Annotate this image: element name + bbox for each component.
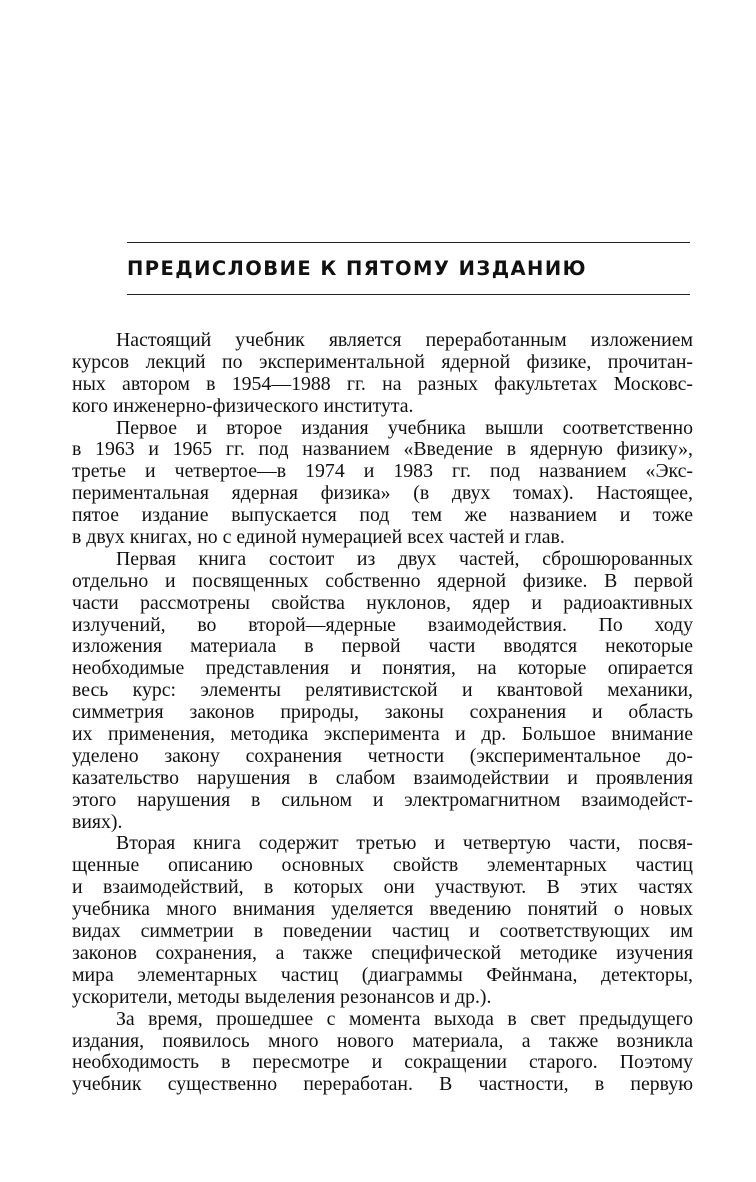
text-line: казательство нарушения в слабом взаимодействии и проявления [72, 767, 693, 789]
paragraph [72, 1009, 693, 1097]
text-line: ускорители, методы выделения резонансов и др.). [72, 986, 492, 1008]
text-line: уделено закону сохранения четности (экспериментальное до- [72, 745, 693, 767]
text-line: этого нарушения в сильном и электромагнитном взаимодейст- [72, 789, 693, 811]
heading-top-rule [127, 242, 690, 243]
text-line: учебника много внимания уделяется введению понятий о новых [72, 899, 693, 921]
text-line: мира элементарных частиц (диаграммы Фейнмана, детекторы, [72, 964, 693, 986]
text-line: в двух книгах, но с единой нумерацией всех частей и глав. [72, 527, 565, 549]
paragraph [72, 418, 693, 549]
heading-bottom-rule [127, 294, 690, 295]
text-line: весь курс: элементы релятивистской и квантовой механики, [72, 680, 693, 702]
text-line: За время, прошедшее с момента выхода в свет предыдущего [116, 1008, 693, 1030]
text-line: необходимость в пересмотре и сокращении старого. Поэтому [72, 1052, 693, 1074]
text-line: щенные описанию основных свойств элементарных частиц [72, 855, 693, 877]
text-line: в 1963 и 1965 гг. под названием «Введение в ядерную физику», [72, 439, 693, 461]
text-line: курсов лекций по экспериментальной ядерной физике, прочитан- [72, 351, 693, 373]
text-line: и взаимодействий, в которых они участвуют. В этих частях [72, 877, 693, 899]
text-line: пятое издание выпускается под тем же названием и тоже [72, 505, 693, 527]
body-text [72, 330, 693, 1096]
paragraph [72, 833, 693, 1008]
text-line: части рассмотрены свойства нуклонов, ядер и радиоактивных [72, 592, 693, 614]
text-line: законов сохранения, а также специфической методике изучения [72, 942, 693, 964]
text-line: излучений, во второй—ядерные взаимодействия. По ходу [72, 614, 693, 636]
chapter-heading: ПРЕДИСЛОВИЕ К ПЯТОМУ ИЗДАНИЮ [127, 257, 587, 280]
text-line: их применения, методика эксперимента и др. Большое внимание [72, 724, 693, 746]
text-line: Вторая книга содержит третью и четвертую части, посвя- [116, 833, 693, 855]
text-line: третье и четвертое—в 1974 и 1983 гг. под названием «Экс- [72, 461, 693, 483]
paragraph [72, 330, 693, 418]
text-line: Первая книга состоит из двух частей, сброшюрованных [116, 548, 693, 570]
text-line: кого инженерно-физического института. [72, 395, 414, 417]
text-line: видах симметрии в поведении частиц и соответствующих им [72, 921, 693, 943]
text-line: симметрия законов природы, законы сохранения и область [72, 702, 693, 724]
text-line: изложения материала в первой части вводятся некоторые [72, 636, 693, 658]
text-line: необходимые представления и понятия, на которые опирается [72, 658, 693, 680]
text-line: ных автором в 1954—1988 гг. на разных факультетах Московс- [72, 373, 693, 395]
text-line: периментальная ядерная физика» (в двух томах). Настоящее, [72, 483, 693, 505]
text-line: учебник существенно переработан. В частности, в первую [72, 1074, 693, 1096]
paragraph [72, 549, 693, 834]
text-line: Первое и второе издания учебника вышли соответственно [116, 417, 693, 439]
text-line: Настоящий учебник является переработанным изложением [116, 330, 693, 351]
text-line: виях). [72, 811, 123, 833]
text-line: отдельно и посвященных собственно ядерной физике. В первой [72, 570, 693, 592]
text-line: издания, появилось много нового материала, а также возникла [72, 1030, 693, 1052]
